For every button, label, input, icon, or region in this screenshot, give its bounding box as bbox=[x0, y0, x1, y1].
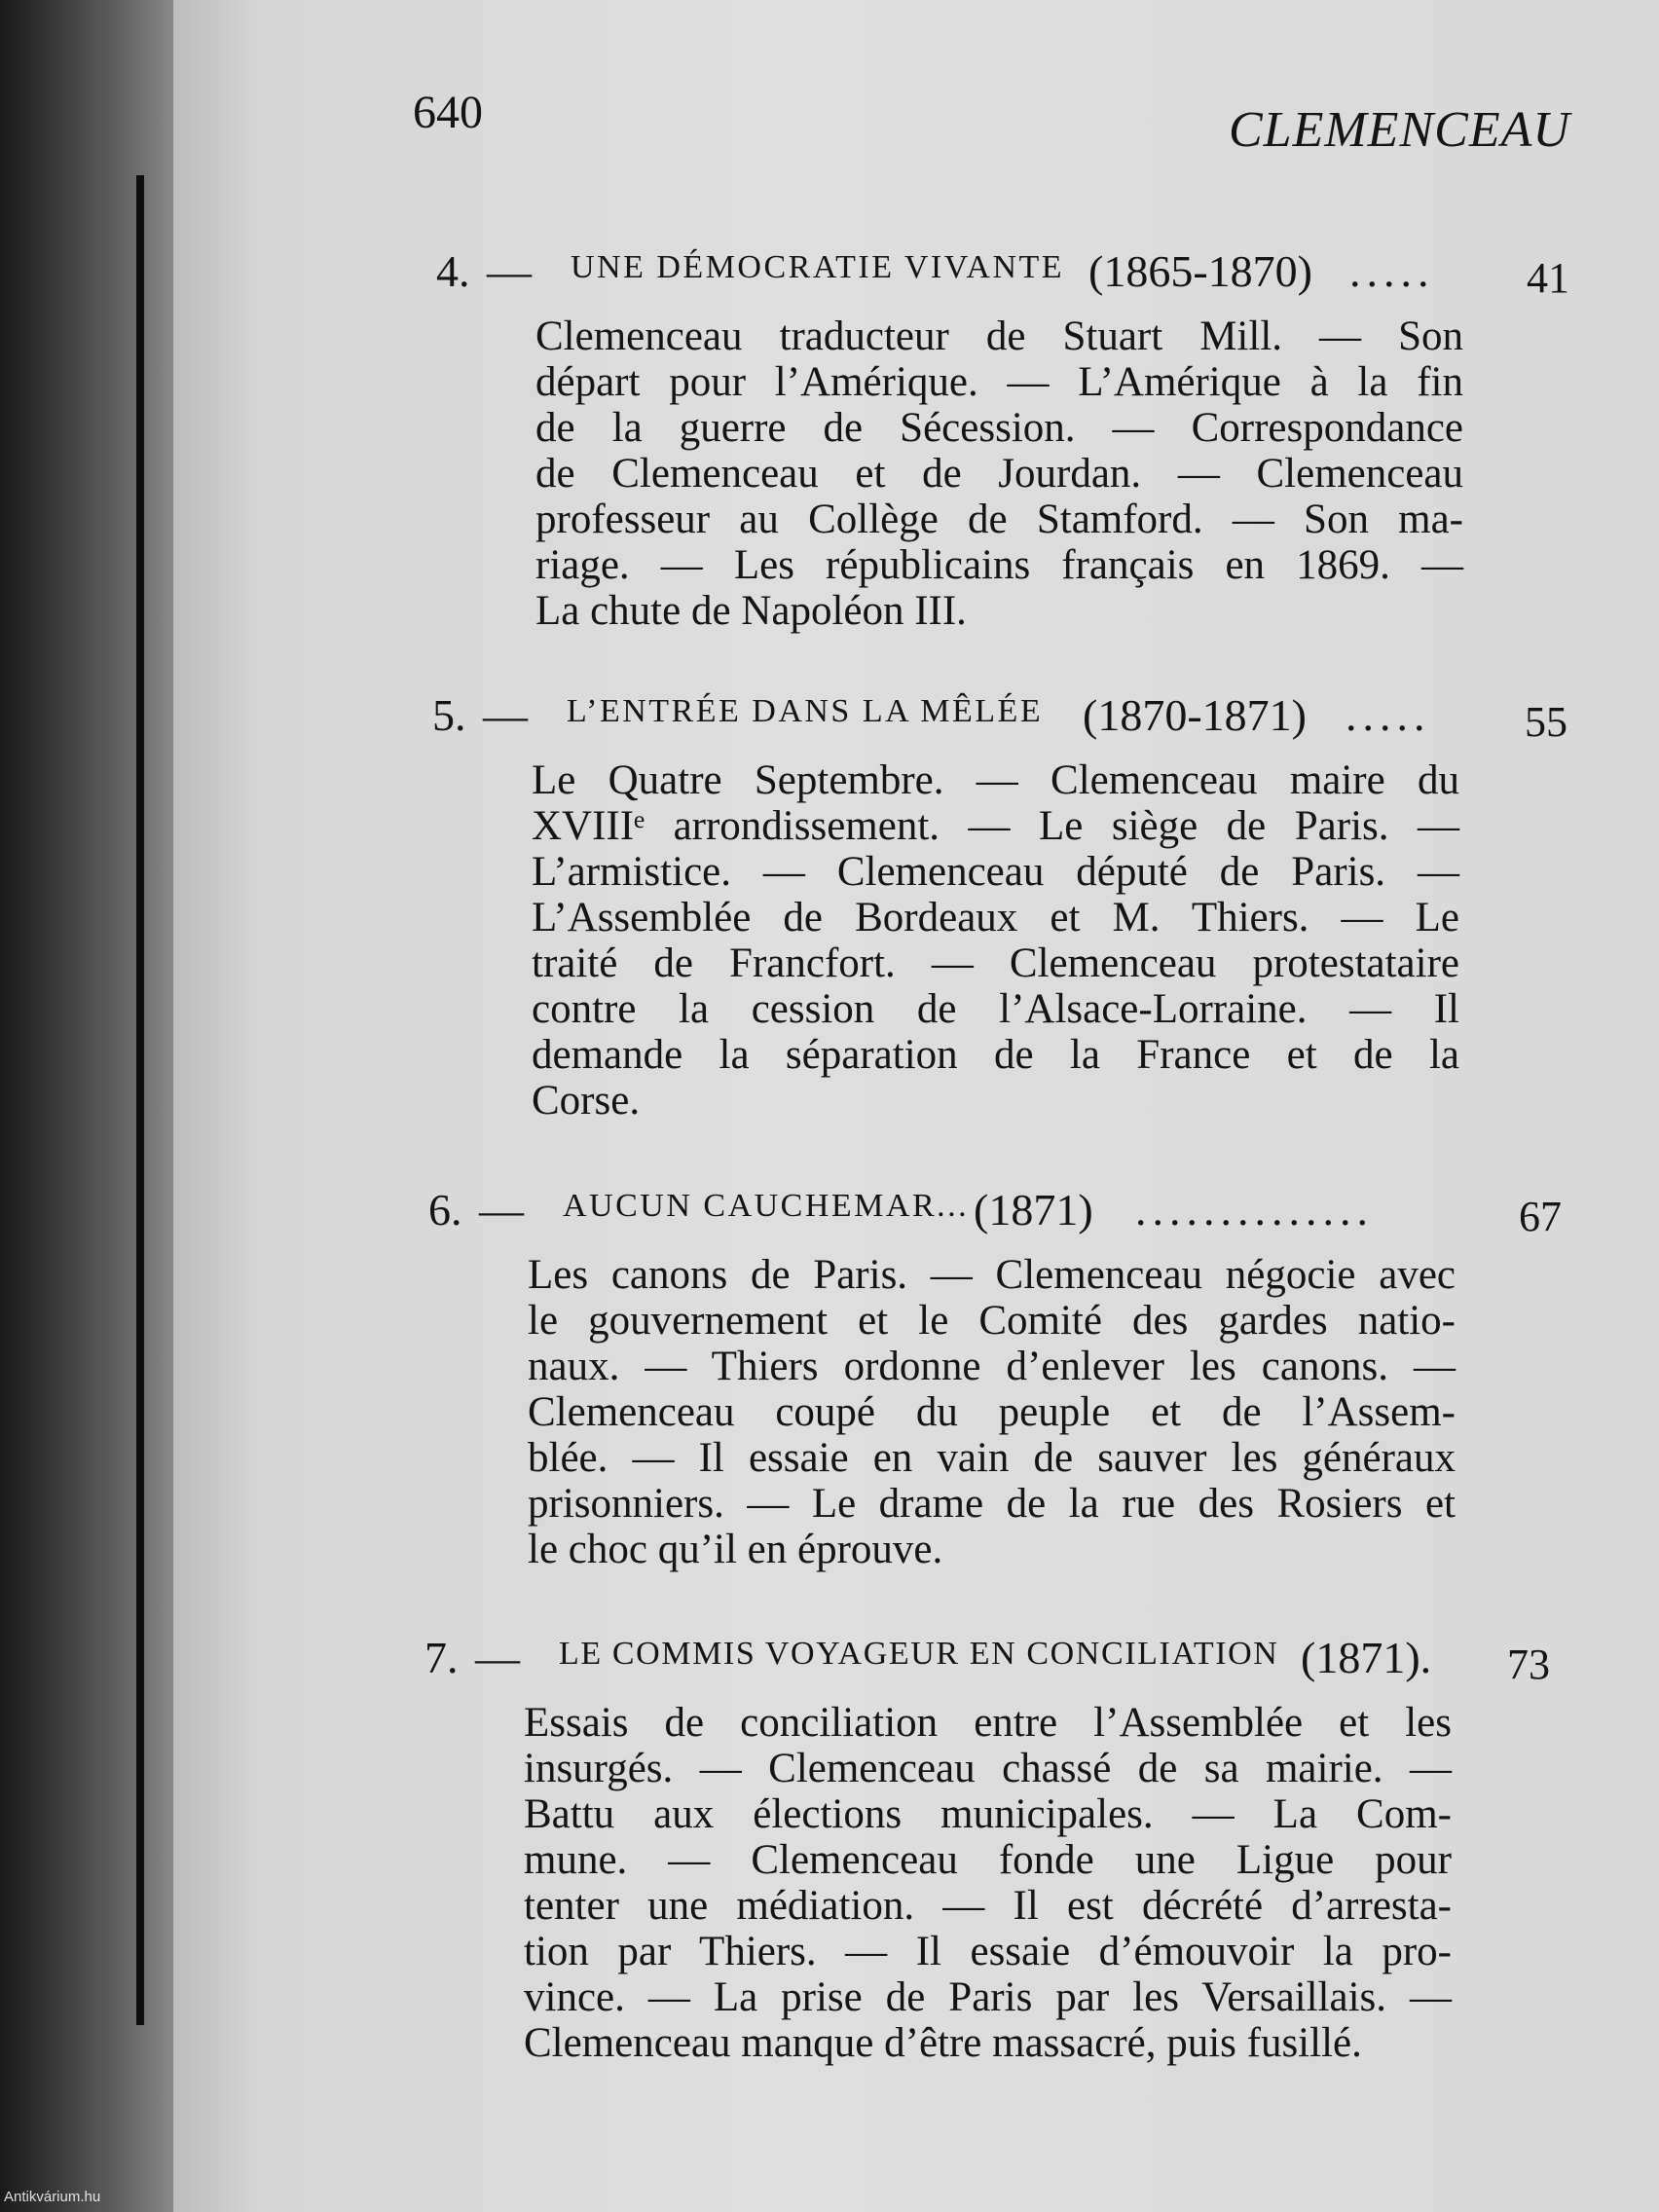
leader-dots: ..... bbox=[1349, 246, 1435, 296]
chapter-summary bbox=[532, 757, 1459, 1124]
summary-line: Essais de conciliation entre l’Assemblée et les bbox=[524, 1700, 1452, 1746]
page-reference: 67 bbox=[1519, 1193, 1562, 1240]
book-spine-shadow bbox=[0, 0, 173, 2212]
entry-heading bbox=[428, 1184, 1562, 1252]
summary-line: départ pour l’Amérique. — L’Amérique à la fin bbox=[535, 359, 1463, 405]
summary-line: Battu aux élections municipales. — La Com- bbox=[524, 1791, 1452, 1837]
heading-dash: — bbox=[479, 1185, 524, 1235]
entry-heading bbox=[432, 689, 1567, 757]
summary-line: Clemenceau coupé du peuple et de l’Assem- bbox=[528, 1389, 1456, 1435]
summary-line: vince. — La prise de Paris par les Versaillais. — bbox=[524, 1974, 1452, 2020]
page-reference: 73 bbox=[1507, 1641, 1550, 1688]
watermark: Antikvárium.hu bbox=[4, 2189, 101, 2205]
summary-line: prisonniers. — Le drame de la rue des Rosiers et bbox=[528, 1481, 1456, 1527]
heading-dash: — bbox=[487, 246, 532, 296]
page-reference: 41 bbox=[1527, 254, 1569, 302]
page-reference: 55 bbox=[1525, 698, 1567, 746]
summary-line: demande la séparation de la France et de la bbox=[532, 1032, 1459, 1078]
summary-line: blée. — Il essaie en vain de sauver les généraux bbox=[528, 1435, 1456, 1481]
summary-line: Clemenceau traducteur de Stuart Mill. — Son bbox=[535, 313, 1463, 359]
chapter-summary bbox=[524, 1700, 1452, 2066]
summary-line: Le Quatre Septembre. — Clemenceau maire du bbox=[532, 757, 1459, 803]
chapter-dates: (1865-1870) bbox=[1088, 246, 1312, 296]
summary-line: riage. — Les républicains français en 1869. — bbox=[535, 542, 1463, 588]
summary-line: tion par Thiers. — Il essaie d’émouvoir la pro- bbox=[524, 1929, 1452, 1974]
summary-line: Clemenceau manque d’être massacré, puis fusillé. bbox=[524, 2020, 1362, 2066]
chapter-dates: (1870-1871) bbox=[1083, 690, 1307, 740]
page-number: 640 bbox=[413, 87, 483, 138]
summary-line: contre la cession de l’Alsace-Lorraine. — Il bbox=[532, 986, 1459, 1032]
chapter-number: 7. bbox=[424, 1633, 459, 1682]
leader-dots: ..... bbox=[1346, 690, 1431, 740]
heading-dash: — bbox=[475, 1633, 520, 1682]
chapter-number: 5. bbox=[432, 690, 466, 740]
chapter-title: LE COMMIS VOYAGEUR EN CONCILIATION bbox=[559, 1636, 1279, 1672]
chapter-dates: (1871). bbox=[1301, 1633, 1432, 1682]
chapter-dates: (1871) bbox=[974, 1185, 1093, 1235]
summary-line: le gouvernement et le Comité des gardes natio- bbox=[528, 1298, 1456, 1344]
heading-dash: — bbox=[483, 690, 528, 740]
chapter-number: 4. bbox=[436, 246, 470, 296]
leader-dots: .............. bbox=[1135, 1185, 1374, 1235]
toc-entry bbox=[436, 245, 1569, 634]
toc-entry bbox=[424, 1632, 1550, 2066]
summary-line: traité de Francfort. — Clemenceau protestataire bbox=[532, 940, 1459, 986]
chapter-number: 6. bbox=[428, 1185, 462, 1235]
summary-line: Les canons de Paris. — Clemenceau négocie avec bbox=[528, 1252, 1456, 1298]
summary-line: tenter une médiation. — Il est décrété d’arresta- bbox=[524, 1883, 1452, 1929]
summary-line: L’Assemblée de Bordeaux et M. Thiers. — Le bbox=[532, 895, 1459, 940]
toc-entry bbox=[428, 1184, 1562, 1572]
summary-line: Corse. bbox=[532, 1078, 641, 1124]
toc-entry bbox=[432, 689, 1567, 1124]
chapter-title: L’ENTRÉE DANS LA MÊLÉE bbox=[567, 693, 1044, 729]
summary-line: XVIIIᵉ arrondissement. — Le siège de Paris. — bbox=[532, 803, 1459, 849]
summary-line: La chute de Napoléon III. bbox=[535, 588, 967, 634]
chapter-summary bbox=[535, 313, 1463, 634]
summary-line: insurgés. — Clemenceau chassé de sa mairie. — bbox=[524, 1746, 1452, 1791]
summary-line: L’armistice. — Clemenceau député de Paris. — bbox=[532, 849, 1459, 895]
summary-line: de Clemenceau et de Jourdan. — Clemenceau bbox=[535, 451, 1463, 497]
summary-line: mune. — Clemenceau fonde une Ligue pour bbox=[524, 1837, 1452, 1883]
summary-line: professeur au Collège de Stamford. — Son ma- bbox=[535, 497, 1463, 542]
chapter-summary bbox=[528, 1252, 1456, 1572]
summary-line: de la guerre de Sécession. — Correspondance bbox=[535, 405, 1463, 451]
summary-line: naux. — Thiers ordonne d’enlever les canons. — bbox=[528, 1344, 1456, 1389]
summary-line: le choc qu’il en éprouve. bbox=[528, 1527, 943, 1572]
entry-heading bbox=[436, 245, 1569, 313]
chapter-title: AUCUN CAUCHEMAR... bbox=[563, 1188, 970, 1224]
spine-edge bbox=[136, 175, 144, 2025]
chapter-title: UNE DÉMOCRATIE VIVANTE bbox=[571, 249, 1065, 285]
running-head: CLEMENCEAU bbox=[1229, 102, 1570, 158]
entry-heading bbox=[424, 1632, 1550, 1700]
